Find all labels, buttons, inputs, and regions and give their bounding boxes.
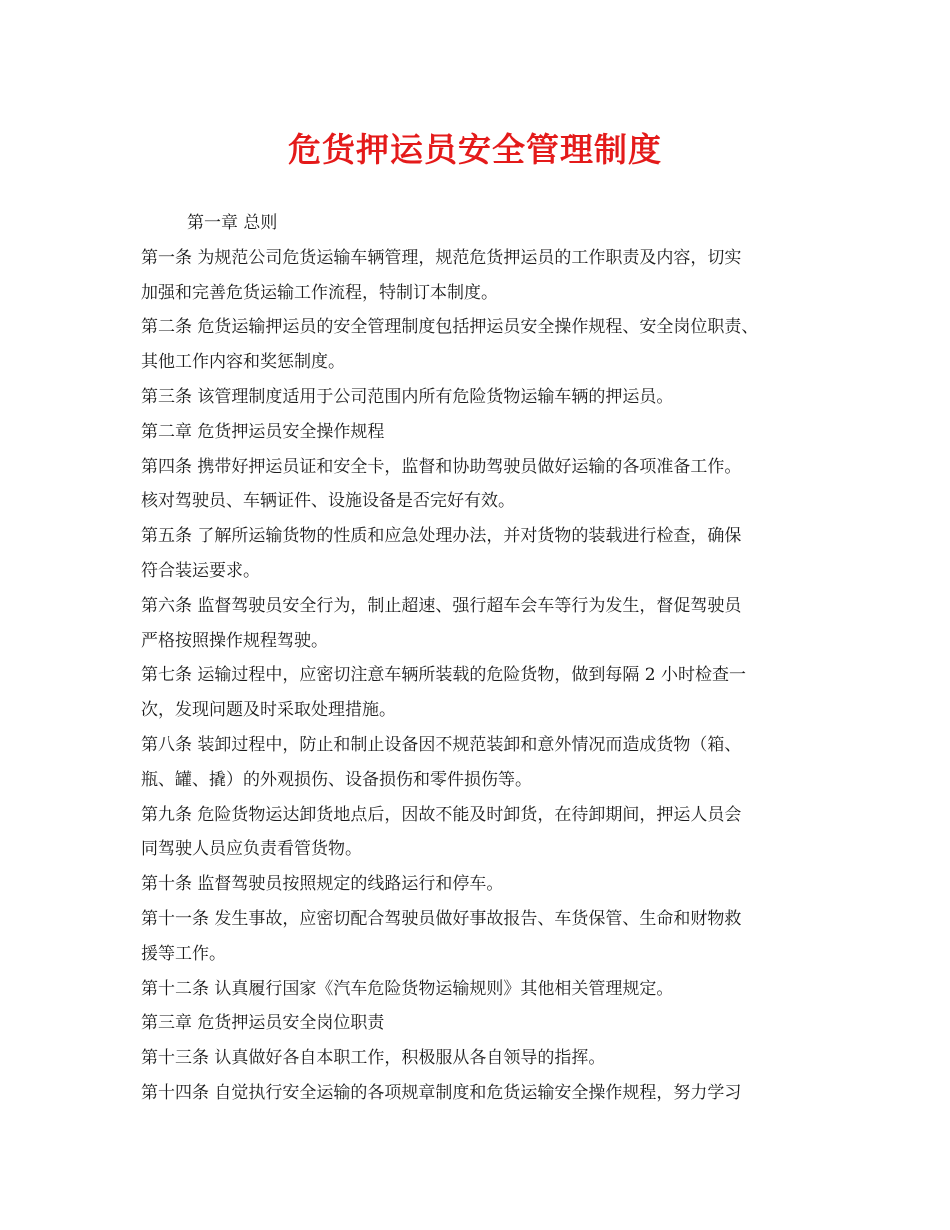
text-line: 第一条 为规范公司危货运输车辆管理，规范危货押运员的工作职责及内容，切实: [141, 247, 742, 268]
text-line: 第十二条 认真履行国家《汽车危险货物运输规则》其他相关管理规定。: [141, 978, 674, 999]
text-line: 第十三条 认真做好各自本职工作，积极服从各自领导的指挥。: [141, 1048, 606, 1069]
text-line: 严格按照操作规程驾驶。: [141, 630, 328, 651]
text-line: 援等工作。: [141, 943, 226, 964]
text-line: 第十一条 发生事故，应密切配合驾驶员做好事故报告、车货保管、生命和财物救: [141, 908, 742, 929]
text-line: 其他工作内容和奖惩制度。: [141, 352, 345, 373]
chapter-heading: 第三章 危货押运员安全岗位职责: [141, 1013, 385, 1034]
text-line: 瓶、罐、撬）的外观损伤、设备损伤和零件损伤等。: [141, 769, 532, 790]
text-line: 第五条 了解所运输货物的性质和应急处理办法，并对货物的装载进行检查，确保: [141, 526, 742, 547]
text-line: 第二条 危货运输押运员的安全管理制度包括押运员安全操作规程、安全岗位职责、: [141, 317, 759, 338]
text-line: 核对驾驶员、车辆证件、设施设备是否完好有效。: [141, 491, 515, 512]
text-line: 第七条 运输过程中，应密切注意车辆所装载的危险货物，做到每隔 2 小时检查一: [141, 665, 747, 686]
text-line: 第四条 携带好押运员证和安全卡，监督和协助驾驶员做好运输的各项准备工作。: [141, 456, 742, 477]
text-line: 第六条 监督驾驶员安全行为，制止超速、强行超车会车等行为发生，督促驾驶员: [141, 595, 742, 616]
text-line: 第八条 装卸过程中，防止和制止设备因不规范装卸和意外情况而造成货物（箱、: [141, 734, 742, 755]
text-line: 加强和完善危货运输工作流程，特制订本制度。: [141, 282, 498, 303]
text-line: 次，发现问题及时采取处理措施。: [141, 700, 396, 721]
text-line: 符合装运要求。: [141, 560, 260, 581]
text-line: 第十条 监督驾驶员按照规定的线路运行和停车。: [141, 874, 504, 895]
text-line: 第十四条 自觉执行安全运输的各项规章制度和危货运输安全操作规程，努力学习: [141, 1082, 742, 1103]
text-line: 第九条 危险货物运达卸货地点后，因故不能及时卸货，在待卸期间，押运人员会: [141, 804, 742, 825]
document-title: 危货押运员安全管理制度: [288, 130, 662, 169]
document-body: [141, 206, 821, 1111]
text-line: 同驾驶人员应负责看管货物。: [141, 839, 362, 860]
text-line: 第三条 该管理制度适用于公司范围内所有危险货物运输车辆的押运员。: [141, 386, 674, 407]
chapter-heading: 第一章 总则: [187, 213, 278, 233]
chapter-heading: 第二章 危货押运员安全操作规程: [141, 421, 385, 442]
